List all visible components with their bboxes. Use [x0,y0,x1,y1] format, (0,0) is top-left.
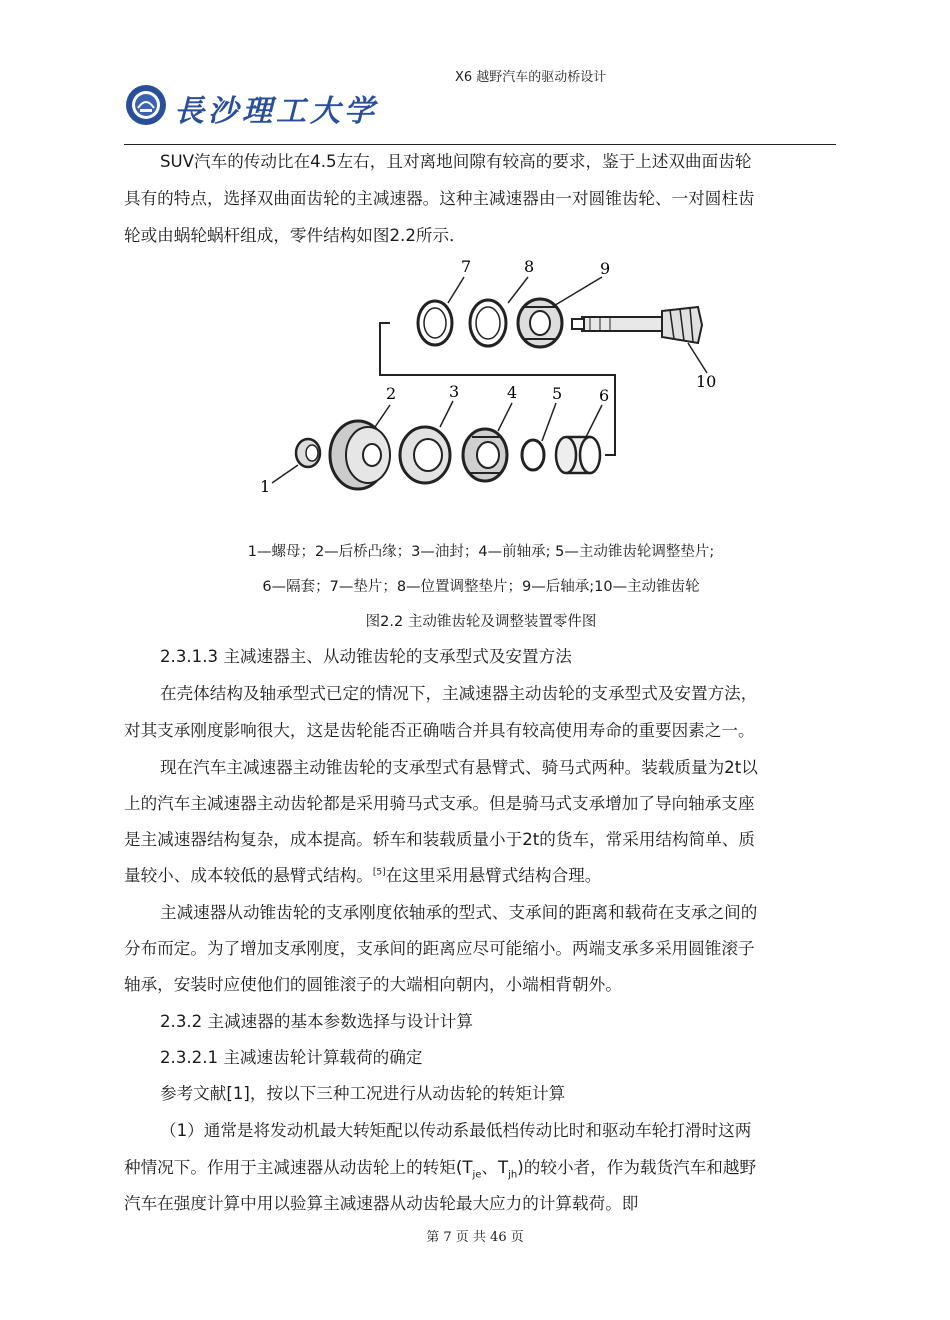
part-6-spacer [556,437,600,473]
section-heading-2-3-1-3: 2.3.1.3 主减速器主、从动锥齿轮的支承型式及安置方法 [160,647,572,666]
section-heading-2-3-2-1: 2.3.2.1 主减速齿轮计算载荷的确定 [160,1048,423,1067]
para-2-line-2: 上的汽车主减速器主动齿轮都是采用骑马式支承。但是骑马式支承增加了导向轴承支座 [124,794,755,813]
case-1-line-3: 汽车在强度计算中用以验算主减速器从动齿轮最大应力的计算载荷。即 [124,1194,639,1213]
part-10-drive-bevel-gear [572,307,702,343]
intro-line-2: 具有的特点，选择双曲面齿轮的主减速器。这种主减速器由一对圆锥齿轮、一对圆柱齿 [124,189,755,208]
figure-legend-line-2: 6—隔套；7—垫片；8—位置调整垫片；9—后轴承;10—主动锥齿轮 [262,579,700,595]
university-name: 長沙理工大学 [174,94,378,129]
label-8: 8 [524,257,535,276]
case-1-line-1: （1）通常是将发动机最大转矩配以传动系最低档传动比时和驱动车轮打滑时这两 [160,1121,752,1140]
part-4-front-bearing [463,429,507,481]
figure-caption: 图2.2 主动锥齿轮及调整装置零件图 [365,614,597,630]
label-3: 3 [449,382,460,401]
para-3-line-1: 主减速器从动锥齿轮的支承刚度依轴承的型式、支承间的距离和载荷在支承之间的 [160,903,758,922]
para-2-line-3: 是主减速器结构复杂，成本提高。轿车和装载质量小于2t的货车，常采用结构简单、质 [124,830,756,849]
case-1-line-2-text-a: 种情况下。作用于主减速器从动齿轮上的转矩(T [124,1158,473,1177]
intro-line-3: 轮或由蜗轮蜗杆组成，零件结构如图2.2所示． [124,226,466,245]
part-5-shim [522,440,544,470]
subscript-je: je [472,1169,482,1181]
header-divider [124,144,836,145]
university-logo [124,82,378,129]
section-heading-2-3-2: 2.3.2 主减速器的基本参数选择与设计计算 [160,1012,473,1031]
part-1-nut [296,439,320,467]
label-6: 6 [599,386,610,405]
para-1-line-1: 在壳体结构及轴承型式已定的情况下，主减速器主动齿轮的支承型式及安置方法， [160,684,758,703]
case-1-line-2-text-b: )的较小者，作为载货汽车和越野 [517,1158,757,1177]
para-2-line-1: 现在汽车主减速器主动锥齿轮的支承型式有悬臂式、骑马式两种。装载质量为2t以 [160,758,758,777]
figure-legend-line-1: 1—螺母；2—后桥凸缘；3—油封；4—前轴承; 5—主动锥齿轮调整垫片; [247,544,715,560]
label-9: 9 [600,259,611,278]
document-title: X6 越野汽车的驱动桥设计 [455,70,607,85]
label-10: 10 [696,372,717,391]
label-7: 7 [461,257,472,276]
subscript-jh: jh [508,1169,518,1181]
para-3-line-2: 分布而定。为了增加支承刚度，支承间的距离应尽可能缩小。两端支承多采用圆锥滚子 [124,939,755,958]
label-2: 2 [386,384,397,403]
para-2-line-4-text-a: 量较小、成本较低的悬臂式结构。 [124,866,373,885]
page-number: 第 7 页 共 46 页 [426,1230,524,1245]
para-2-line-4 [124,862,601,886]
para-1-line-2: 对其支承刚度影响很大，这是齿轮能否正确啮合并具有较高使用寿命的重要因素之一。 [124,721,755,740]
label-5: 5 [552,384,563,403]
para-3-line-3: 轴承，安装时应使他们的圆锥滚子的大端相向朝内，小端相背朝外。 [124,975,622,994]
para-2-line-4-text-b: 在这里采用悬臂式结构合理。 [385,866,602,885]
part-2-rear-axle-flange [330,421,390,489]
case-1-line-2 [124,1154,756,1180]
citation-ref: [5] [372,867,386,878]
label-4: 4 [507,383,518,402]
figure-2-2-exploded-view [250,255,730,495]
reference-line: 参考文献[1]，按以下三种工况进行从动齿轮的转矩计算 [160,1084,566,1103]
label-1: 1 [260,477,271,495]
case-1-line-2-mid: 、T [481,1158,509,1177]
part-3-oil-seal [400,427,450,483]
intro-line-1: SUV汽车的传动比在4.5左右，且对离地间隙有较高的要求，鉴于上述双曲面齿轮 [160,152,752,171]
